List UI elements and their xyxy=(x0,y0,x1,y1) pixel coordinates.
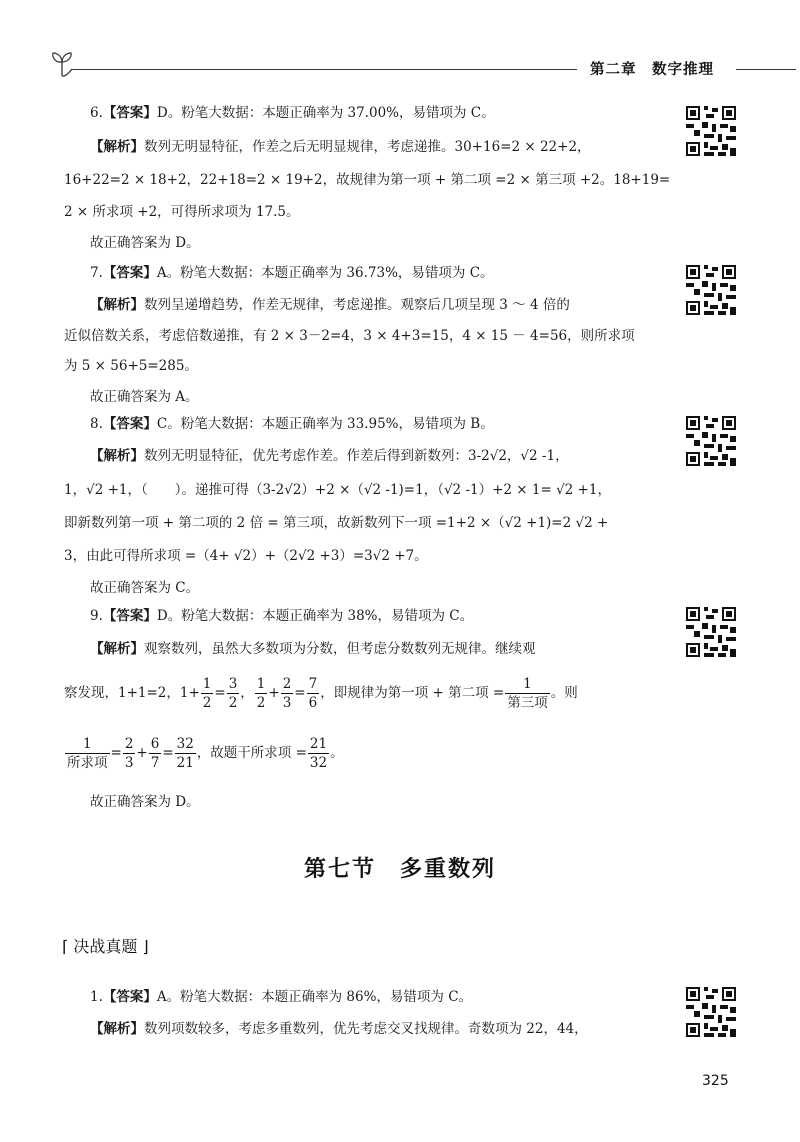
q6-conclusion: 故正确答案为 D。 xyxy=(90,235,200,251)
section-subheading: ⌈ 决战真题 ⌋ xyxy=(62,937,149,956)
qr-code-q6[interactable] xyxy=(684,104,738,158)
header-rule-right xyxy=(736,69,796,70)
q8-answer-line: 8.【答案】C。粉笔大数据：本题正确率为 33.95%，易错项为 B。 xyxy=(90,416,494,432)
answer-tag: 【答案】 xyxy=(102,105,157,121)
qr-code-q9[interactable] xyxy=(684,605,738,659)
analysis-tag: 【解析】 xyxy=(90,641,144,657)
q8-analysis-line-1: 【解析】数列无明显特征，优先考虑作差。作差后得到新数列：3-2√2，√2 -1， xyxy=(90,448,569,464)
q7-conclusion: 故正确答案为 A。 xyxy=(90,389,199,405)
q6-analysis-line-2: 16+22=2 × 18+2，22+18=2 × 19+2，故规律为第一项 + 第二项 =2 × 第三项 +2。18+19= xyxy=(64,172,671,188)
fraction: $\frac{2}{3}$ xyxy=(282,676,292,711)
q6-answer-line: 6.【答案】D。粉笔大数据：本题正确率为 37.00%，易错项为 C。 xyxy=(90,105,495,121)
sprout-icon xyxy=(50,50,76,78)
fraction: $\frac{1}{2}$ xyxy=(256,676,266,711)
section-title: 第七节 多重数列 xyxy=(303,857,496,882)
fraction: $\frac{1}{\text{所求项}}$ xyxy=(67,736,108,771)
q9-analysis-line-1: 【解析】观察数列，虽然大多数项为分数，但考虑分数数列无规律。继续观 xyxy=(90,641,536,657)
qr-code-s7q1[interactable] xyxy=(684,985,738,1039)
analysis-tag: 【解析】 xyxy=(90,297,144,313)
q7-analysis-line-1: 【解析】数列呈递增趋势，作差无规律，考虑递推。观察后几项呈现 3 ～ 4 倍的 xyxy=(90,297,570,313)
answer-tag: 【答案】 xyxy=(102,608,157,624)
fraction: $\frac{7}{6}$ xyxy=(308,676,318,711)
q9-analysis-line-3: $\frac{1}{\text{所求项}}$ = $\frac{2}{3}$ + $\frac{6}{7}$ = $\frac{32}{21}$ ，故题干所求项 = $\frac{21}{32}$ 。 xyxy=(67,736,344,771)
header-rule-left xyxy=(72,69,577,70)
fraction: $\frac{6}{7}$ xyxy=(150,736,160,771)
answer-tag: 【答案】 xyxy=(102,989,157,1005)
page-header xyxy=(50,50,750,80)
page-number: 325 xyxy=(702,1073,729,1089)
q8-conclusion: 故正确答案为 C。 xyxy=(90,580,200,596)
q8-analysis-line-4: 3，由此可得所求项 =（4+ √2）+（2√2 +3）=3√2 +7。 xyxy=(64,548,428,564)
q6-analysis-line-1: 【解析】数列无明显特征，作差之后无明显规律，考虑递推。30+16=2 × 22+2， xyxy=(90,139,591,155)
q8-analysis-line-3: 即新数列第一项 + 第二项的 2 倍 = 第三项，故新数列下一项 =1+2 ×（√2 +1)=2 √2 + xyxy=(64,515,609,531)
chapter-title: 第二章 数字推理 xyxy=(590,62,714,78)
analysis-tag: 【解析】 xyxy=(90,1021,144,1037)
answer-tag: 【答案】 xyxy=(102,265,157,281)
qr-code-q8[interactable] xyxy=(684,414,738,468)
q7-analysis-line-2: 近似倍数关系，考虑倍数递推，有 2 × 3－2=4，3 × 4+3=15，4 × 15 － 4=56，则所求项 xyxy=(64,328,635,344)
q7-answer-line: 7.【答案】A。粉笔大数据：本题正确率为 36.73%，易错项为 C。 xyxy=(90,265,494,281)
analysis-tag: 【解析】 xyxy=(90,139,144,155)
fraction: $\frac{1}{\text{第三项}}$ xyxy=(507,676,548,711)
qr-code-q7[interactable] xyxy=(684,263,738,317)
q9-answer-line: 9.【答案】D。粉笔大数据：本题正确率为 38%，易错项为 C。 xyxy=(90,608,474,624)
fraction: $\frac{32}{21}$ xyxy=(176,736,194,771)
q9-conclusion: 故正确答案为 D。 xyxy=(90,794,200,810)
q7-analysis-line-3: 为 5 × 56+5=285。 xyxy=(64,358,198,374)
fraction: $\frac{3}{2}$ xyxy=(228,676,238,711)
s7q1-answer-line: 1.【答案】A。粉笔大数据：本题正确率为 86%，易错项为 C。 xyxy=(90,989,473,1005)
s7q1-analysis-line-1: 【解析】数列项数较多，考虑多重数列，优先考虑交叉找规律。奇数项为 22，44， xyxy=(90,1021,588,1037)
q8-analysis-line-2: 1，√2 +1，（ ）。递推可得（3-2√2）+2 ×（√2 -1)=1，（√2 -1）+2 × 1= √2 +1， xyxy=(64,482,611,498)
fraction: $\frac{1}{2}$ xyxy=(202,676,212,711)
q9-analysis-line-2: 察发现，1+1=2，1+ $\frac{1}{2}$ = $\frac{3}{2}$ ， $\frac{1}{2}$ + $\frac{2}{3}$ = $\frac{7}{6}$ ，即规律为第一项 + 第二项 = $\frac{1}{\text{第三项}}$ 。则 xyxy=(64,676,578,711)
fraction: $\frac{21}{32}$ xyxy=(309,736,328,771)
q6-analysis-line-3: 2 × 所求项 +2，可得所求项为 17.5。 xyxy=(64,204,300,220)
analysis-tag: 【解析】 xyxy=(90,448,144,464)
answer-tag: 【答案】 xyxy=(102,416,157,432)
fraction: $\frac{2}{3}$ xyxy=(124,736,134,771)
